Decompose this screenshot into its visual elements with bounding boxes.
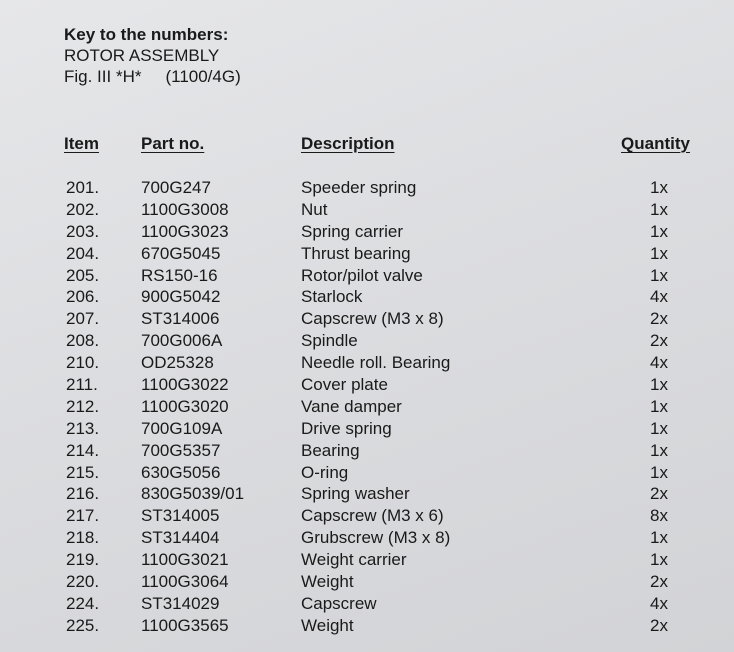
column-header-description: Description	[301, 134, 395, 153]
model-label: (1100/4G)	[165, 67, 241, 86]
part-description: Vane damper	[301, 396, 402, 416]
parts-row	[0, 418, 734, 440]
item-number: 216.	[66, 484, 100, 504]
part-quantity: 1x	[650, 462, 668, 482]
item-number: 212.	[66, 396, 100, 416]
part-number: ST314006	[141, 309, 220, 329]
parts-row	[0, 286, 734, 308]
item-number: 201.	[66, 178, 100, 197]
part-description: Spring washer	[301, 484, 410, 504]
part-quantity: 2x	[650, 615, 668, 635]
part-quantity: 4x	[650, 593, 668, 613]
item-number: 220.	[66, 572, 100, 592]
part-number: 700G247	[141, 178, 211, 197]
part-description: Grubscrew (M3 x 8)	[301, 528, 451, 548]
item-number: 224.	[66, 593, 100, 613]
part-quantity: 1x	[650, 440, 668, 460]
part-description: Nut	[301, 199, 328, 219]
item-number: 213.	[66, 418, 100, 438]
item-number: 215.	[66, 462, 100, 482]
part-quantity: 1x	[650, 265, 668, 285]
part-number: 1100G3021	[141, 550, 229, 570]
figure-label: Fig. III *H*	[64, 67, 142, 86]
column-header-part-no: Part no.	[141, 134, 205, 153]
part-description: Capscrew (M3 x 6)	[301, 506, 444, 526]
sheet-header	[64, 24, 241, 87]
part-number: 1100G3020	[141, 396, 229, 416]
part-quantity: 2x	[650, 484, 668, 504]
item-number: 207.	[66, 309, 100, 329]
part-quantity: 4x	[650, 353, 668, 373]
item-number: 211.	[66, 375, 98, 395]
parts-row	[0, 462, 734, 484]
part-description: Thrust bearing	[301, 243, 411, 263]
part-quantity: 2x	[650, 572, 668, 592]
item-number: 225.	[66, 615, 100, 635]
part-number: 700G5357	[141, 440, 221, 460]
part-number: ST314029	[141, 593, 220, 613]
parts-row	[0, 308, 734, 330]
part-quantity: 1x	[650, 199, 668, 219]
part-description: Speeder spring	[301, 178, 417, 197]
part-quantity: 1x	[650, 243, 668, 263]
parts-row	[0, 243, 734, 265]
part-quantity: 1x	[650, 528, 668, 548]
item-number: 219.	[66, 550, 100, 570]
column-header-quantity: Quantity	[621, 134, 690, 153]
part-number: 1100G3064	[141, 572, 229, 592]
assembly-title: ROTOR ASSEMBLY	[64, 46, 220, 65]
item-number: 206.	[66, 287, 100, 307]
parts-row	[0, 177, 734, 199]
parts-row	[0, 199, 734, 221]
part-number: ST314005	[141, 506, 220, 526]
part-quantity: 8x	[650, 506, 668, 526]
figure-reference	[64, 66, 241, 87]
item-number: 204.	[66, 243, 100, 263]
parts-row	[0, 330, 734, 352]
part-number: 700G109A	[141, 418, 223, 438]
part-description: Spindle	[301, 331, 358, 351]
part-description: Bearing	[301, 440, 360, 460]
part-number: 1100G3022	[141, 375, 229, 395]
column-header-item: Item	[64, 134, 99, 153]
part-quantity: 1x	[650, 396, 668, 416]
parts-row	[0, 396, 734, 418]
parts-row	[0, 374, 734, 396]
parts-list	[0, 177, 734, 637]
part-number: 1100G3008	[141, 199, 229, 219]
part-number: 670G5045	[141, 243, 221, 263]
item-number: 217.	[66, 506, 100, 526]
part-description: Weight	[301, 572, 354, 592]
parts-row	[0, 440, 734, 462]
part-quantity: 1x	[650, 418, 668, 438]
part-description: Weight carrier	[301, 550, 407, 570]
item-number: 203.	[66, 221, 100, 241]
part-number: 1100G3565	[141, 615, 229, 635]
part-quantity: 1x	[650, 178, 668, 197]
part-description: Needle roll. Bearing	[301, 353, 451, 373]
parts-row	[0, 571, 734, 593]
parts-row	[0, 593, 734, 615]
part-description: Cover plate	[301, 375, 388, 395]
part-quantity: 1x	[650, 221, 668, 241]
part-number: 900G5042	[141, 287, 221, 307]
part-description: Spring carrier	[301, 221, 404, 241]
item-number: 210.	[66, 353, 100, 373]
part-description: Rotor/pilot valve	[301, 265, 423, 285]
parts-row	[0, 221, 734, 243]
part-number: 700G006A	[141, 331, 223, 351]
part-description: Starlock	[301, 287, 363, 307]
parts-row	[0, 615, 734, 637]
part-description: Drive spring	[301, 418, 392, 438]
parts-row	[0, 265, 734, 287]
part-quantity: 2x	[650, 331, 668, 351]
part-number: OD25328	[141, 353, 214, 373]
part-number: ST314404	[141, 528, 220, 548]
part-number: 830G5039/01	[141, 484, 245, 504]
parts-row	[0, 505, 734, 527]
part-number: 1100G3023	[141, 221, 229, 241]
item-number: 218.	[66, 528, 100, 548]
parts-row	[0, 527, 734, 549]
part-description: Capscrew (M3 x 8)	[301, 309, 444, 329]
key-title: Key to the numbers:	[64, 25, 229, 44]
parts-row	[0, 352, 734, 374]
part-description: Weight	[301, 615, 354, 635]
part-quantity: 4x	[650, 287, 668, 307]
part-description: Capscrew	[301, 593, 377, 613]
part-number: 630G5056	[141, 462, 221, 482]
part-quantity: 1x	[650, 375, 668, 395]
parts-row	[0, 483, 734, 505]
part-description: O-ring	[301, 462, 349, 482]
part-quantity: 1x	[650, 550, 668, 570]
item-number: 214.	[66, 440, 100, 460]
item-number: 208.	[66, 331, 100, 351]
part-quantity: 2x	[650, 309, 668, 329]
part-number: RS150-16	[141, 265, 218, 285]
parts-row	[0, 549, 734, 571]
item-number: 202.	[66, 199, 100, 219]
item-number: 205.	[66, 265, 100, 285]
